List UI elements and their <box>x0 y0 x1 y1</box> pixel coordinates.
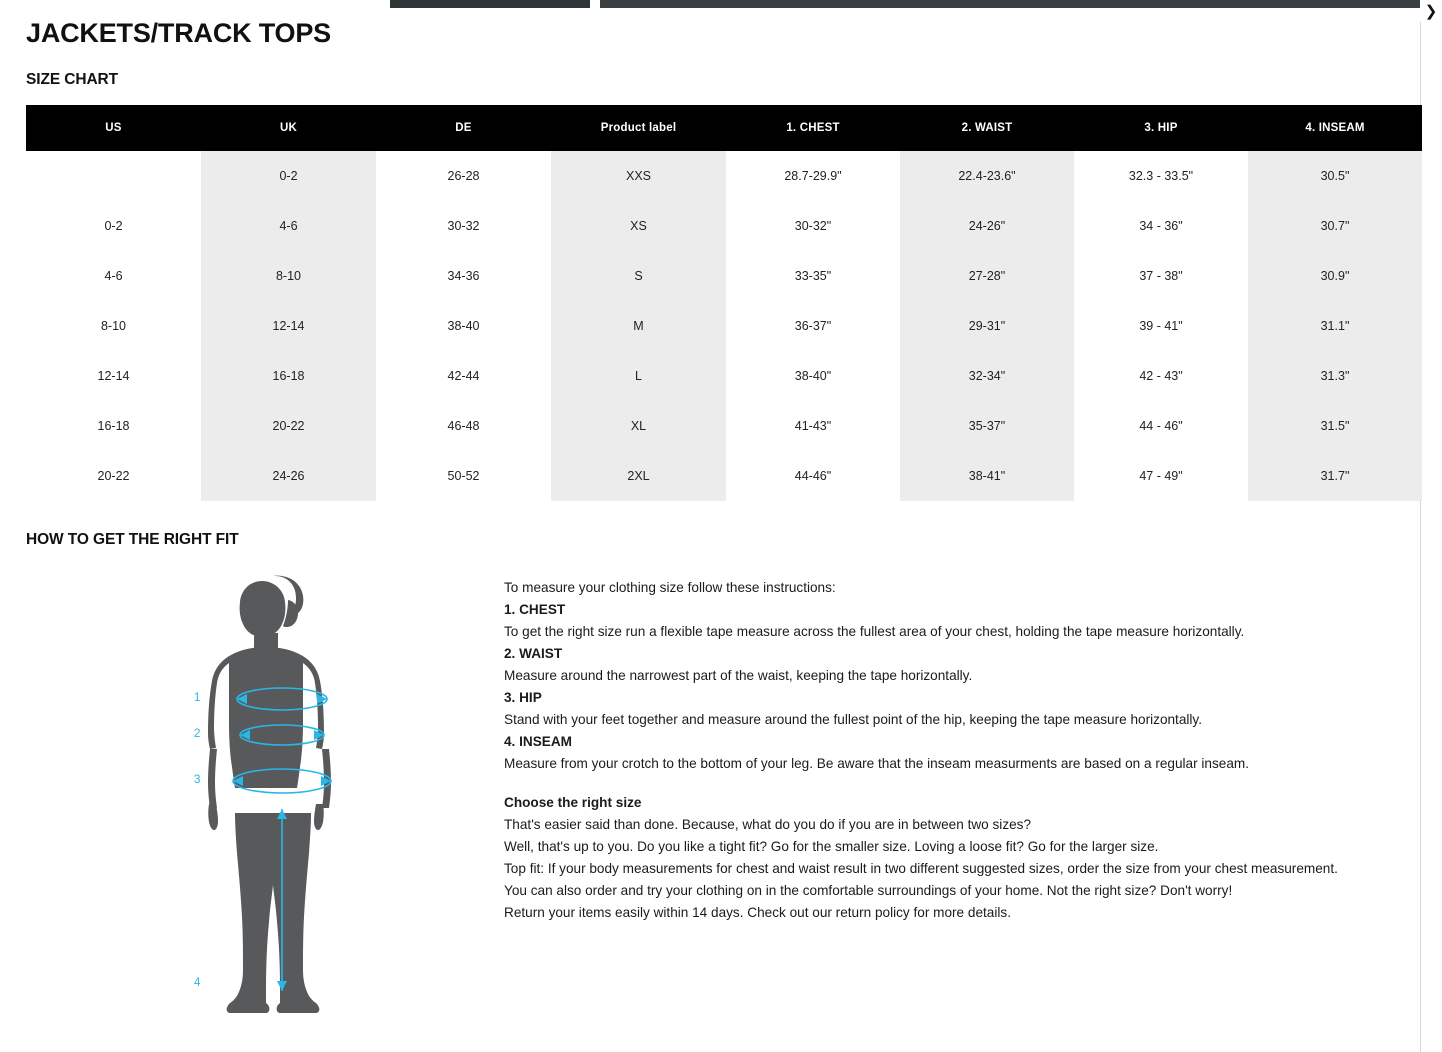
column-header-waist: 2. WAIST <box>900 105 1074 151</box>
cell-waist: 38-41" <box>900 451 1074 501</box>
column-header-us: US <box>26 105 201 151</box>
cell-product-label: XXS <box>551 151 726 201</box>
column-header-uk: UK <box>201 105 376 151</box>
instruction-heading-chest: 1. CHEST <box>504 602 566 618</box>
cell-de: 34-36 <box>376 251 551 301</box>
cell-hip: 44 - 46" <box>1074 401 1248 451</box>
cell-uk: 12-14 <box>201 301 376 351</box>
choose-size-line-4: You can also order and try your clothing on in the comfortable surroundings of your home. Not the right size? Don't worry! <box>504 883 1233 899</box>
column-header-inseam: 4. INSEAM <box>1248 105 1422 151</box>
cell-us <box>26 151 201 201</box>
table-row <box>26 201 1422 251</box>
cell-hip: 34 - 36" <box>1074 201 1248 251</box>
cell-hip: 47 - 49" <box>1074 451 1248 501</box>
next-arrow-icon[interactable]: ❯ <box>1420 0 1442 22</box>
instruction-text-hip: Stand with your feet together and measure around the fullest point of the hip, keeping the tape measure horizontally. <box>504 712 1203 728</box>
cell-product-label: XS <box>551 201 726 251</box>
cell-de: 26-28 <box>376 151 551 201</box>
instruction-text-chest: To get the right size run a flexible tape measure across the fullest area of your chest, holding the tape measure horizontally. <box>504 624 1245 640</box>
cell-uk: 20-22 <box>201 401 376 451</box>
page-title: JACKETS/TRACK TOPS <box>26 18 331 48</box>
cell-uk: 8-10 <box>201 251 376 301</box>
cell-chest: 38-40" <box>726 351 900 401</box>
size-chart-heading: SIZE CHART <box>26 71 119 88</box>
cell-uk: 24-26 <box>201 451 376 501</box>
cell-inseam: 31.3" <box>1248 351 1422 401</box>
cell-inseam: 31.7" <box>1248 451 1422 501</box>
cell-hip: 42 - 43" <box>1074 351 1248 401</box>
cell-chest: 44-46" <box>726 451 900 501</box>
table-row <box>26 351 1422 401</box>
cell-uk: 4-6 <box>201 201 376 251</box>
cell-de: 30-32 <box>376 201 551 251</box>
cell-us: 8-10 <box>26 301 201 351</box>
column-header-product-label: Product label <box>551 105 726 151</box>
cell-hip: 37 - 38" <box>1074 251 1248 301</box>
instructions-intro: To measure your clothing size follow these instructions: <box>504 580 836 595</box>
cell-inseam: 30.5" <box>1248 151 1422 201</box>
cell-waist: 24-26" <box>900 201 1074 251</box>
cell-product-label: S <box>551 251 726 301</box>
cell-waist: 29-31" <box>900 301 1074 351</box>
cell-product-label: XL <box>551 401 726 451</box>
table-row <box>26 451 1422 501</box>
column-header-hip: 3. HIP <box>1074 105 1248 151</box>
size-chart-table <box>26 105 1422 501</box>
cell-us: 0-2 <box>26 201 201 251</box>
instruction-heading-inseam: 4. INSEAM <box>504 734 572 750</box>
cell-waist: 27-28" <box>900 251 1074 301</box>
choose-size-line-2: Well, that's up to you. Do you like a tight fit? Go for the smaller size. Loving a loose fit? Go for the larger size. <box>504 839 1159 855</box>
choose-size-heading: Choose the right size <box>504 795 642 811</box>
table-row <box>26 301 1422 351</box>
cell-waist: 32-34" <box>900 351 1074 401</box>
table-row <box>26 151 1422 201</box>
column-header-chest: 1. CHEST <box>726 105 900 151</box>
cell-waist: 35-37" <box>900 401 1074 451</box>
choose-size-line-3: Top fit: If your body measurements for chest and waist result in two different suggested sizes, order the size from your chest measurement. <box>504 861 1338 877</box>
cell-hip: 39 - 41" <box>1074 301 1248 351</box>
cell-de: 50-52 <box>376 451 551 501</box>
cell-uk: 0-2 <box>201 151 376 201</box>
cell-de: 42-44 <box>376 351 551 401</box>
cell-product-label: 2XL <box>551 451 726 501</box>
cell-us: 12-14 <box>26 351 201 401</box>
cell-inseam: 31.5" <box>1248 401 1422 451</box>
body-diagram-icon <box>26 573 504 1013</box>
size-guide-content <box>0 10 1421 1013</box>
cell-de: 38-40 <box>376 301 551 351</box>
figure-label-3: 3 <box>194 774 201 786</box>
choose-size-line-1: That's easier said than done. Because, what do you do if you are in between two sizes? <box>504 817 1032 833</box>
cell-chest: 41-43" <box>726 401 900 451</box>
cell-chest: 33-35" <box>726 251 900 301</box>
cell-hip: 32.3 - 33.5" <box>1074 151 1248 201</box>
figure-label-2: 2 <box>194 728 201 740</box>
figure-label-4: 4 <box>194 977 201 989</box>
cell-us: 20-22 <box>26 451 201 501</box>
cell-inseam: 30.7" <box>1248 201 1422 251</box>
table-row <box>26 401 1422 451</box>
column-header-de: DE <box>376 105 551 151</box>
cell-product-label: L <box>551 351 726 401</box>
cell-inseam: 31.1" <box>1248 301 1422 351</box>
cell-us: 4-6 <box>26 251 201 301</box>
cell-de: 46-48 <box>376 401 551 451</box>
cell-us: 16-18 <box>26 401 201 451</box>
table-row <box>26 251 1422 301</box>
cell-product-label: M <box>551 301 726 351</box>
instructions-text <box>504 573 1395 1013</box>
cell-chest: 28.7-29.9" <box>726 151 900 201</box>
instruction-text-inseam: Measure from your crotch to the bottom of your leg. Be aware that the inseam measurments are based on a regular inseam. <box>504 756 1250 772</box>
choose-size-line-5: Return your items easily within 14 days. Check out our return policy for more details. <box>504 905 1011 921</box>
cell-chest: 30-32" <box>726 201 900 251</box>
instruction-heading-hip: 3. HIP <box>504 690 542 706</box>
cell-waist: 22.4-23.6" <box>900 151 1074 201</box>
cell-uk: 16-18 <box>201 351 376 401</box>
instruction-heading-waist: 2. WAIST <box>504 646 563 662</box>
fit-area <box>26 573 1395 1013</box>
cell-chest: 36-37" <box>726 301 900 351</box>
instruction-text-waist: Measure around the narrowest part of the waist, keeping the tape horizontally. <box>504 668 973 684</box>
table-header-row <box>26 105 1422 151</box>
cell-inseam: 30.9" <box>1248 251 1422 301</box>
fit-heading: HOW TO GET THE RIGHT FIT <box>26 531 239 548</box>
figure-label-1: 1 <box>194 692 201 704</box>
measurement-figure <box>26 573 504 1013</box>
